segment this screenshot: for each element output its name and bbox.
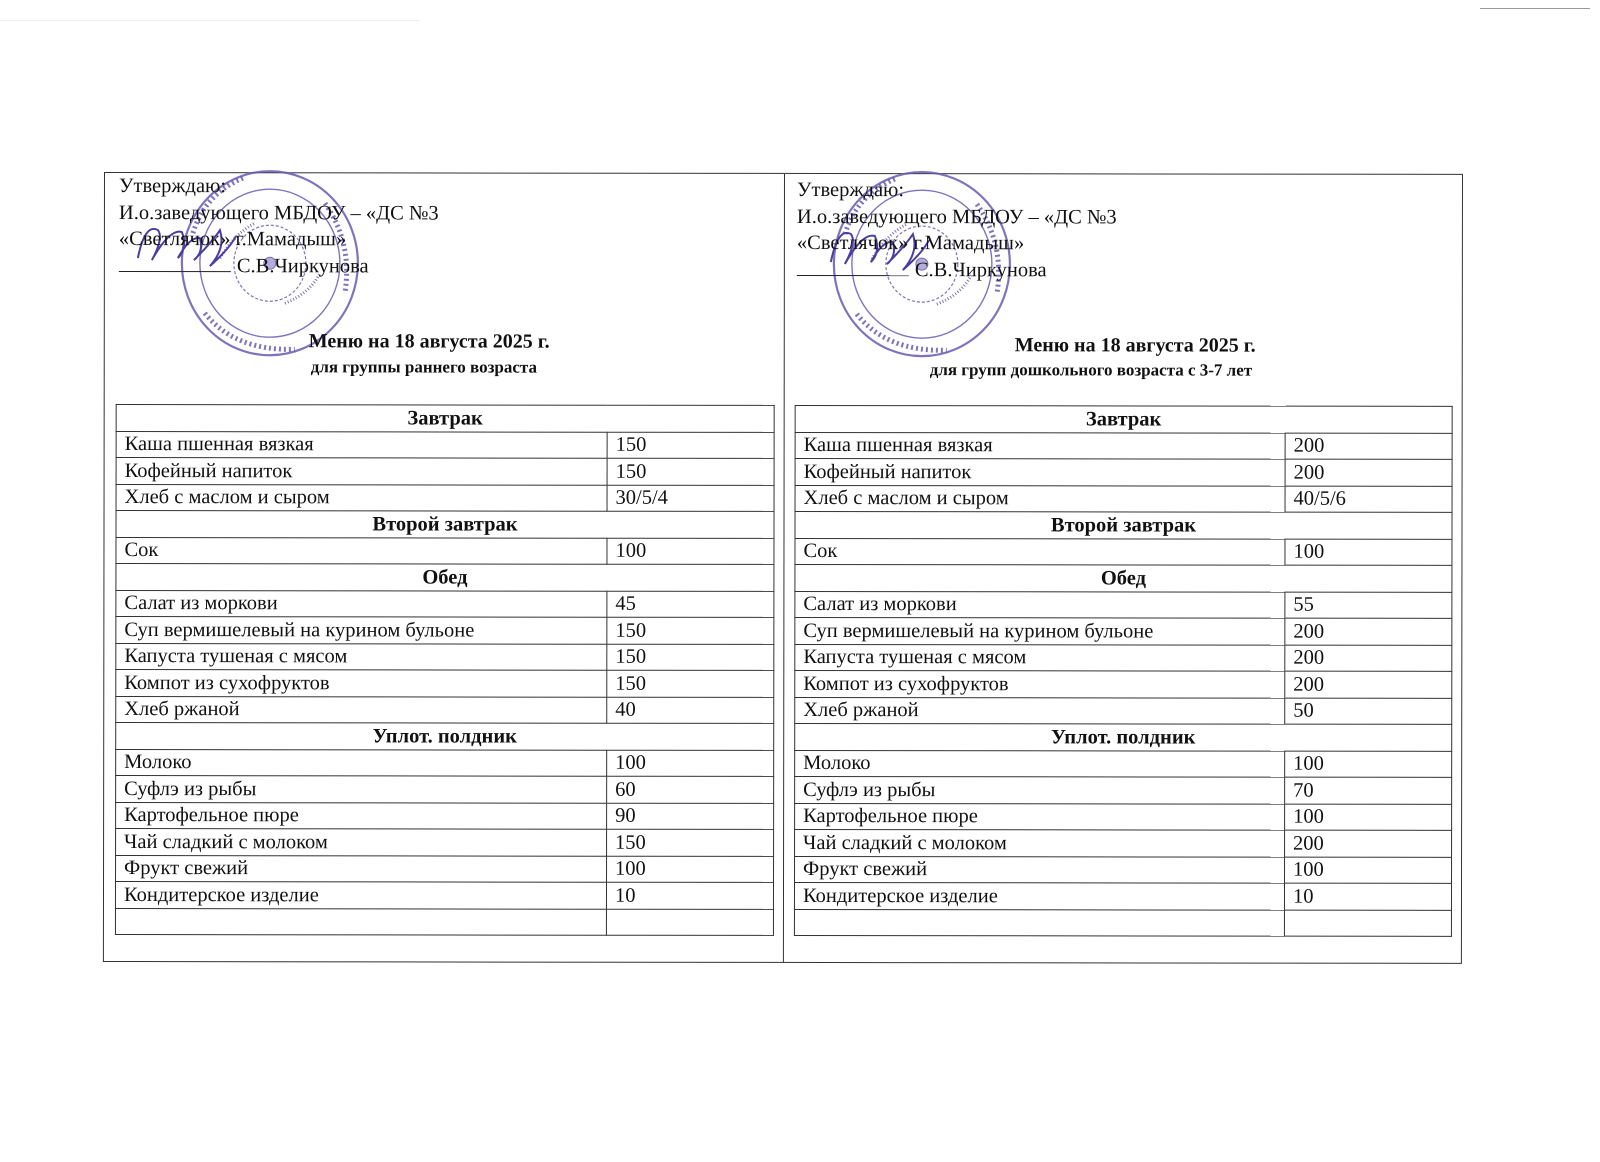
dish-name: Капуста тушеная с мясом (795, 644, 1285, 671)
dish-name (115, 908, 606, 935)
dish-name: Кофейный напиток (795, 458, 1285, 485)
table-row (116, 855, 774, 882)
portion-weight: 150 (607, 432, 774, 459)
section-heading: Уплот. полдник (116, 723, 774, 750)
table-row (795, 750, 1452, 777)
dish-name: Картофельное пюре (795, 803, 1285, 830)
table-row (795, 617, 1452, 644)
dish-name: Капуста тушеная с мясом (116, 643, 607, 670)
approval-heading: Утверждаю: (796, 178, 905, 202)
scan-artifact-top-right (1480, 8, 1590, 9)
portion-weight: 150 (607, 670, 774, 697)
approval-organization: «Светлячок» г.Мамадыш» (118, 228, 347, 251)
portion-weight: 100 (607, 856, 774, 883)
portion-weight: 150 (607, 644, 774, 671)
section-heading: Второй завтрак (795, 511, 1452, 538)
portion-weight: 10 (1284, 883, 1451, 910)
portion-weight: 100 (607, 750, 774, 777)
table-row (794, 909, 1451, 936)
section-heading: Второй завтрак (116, 511, 774, 538)
dish-name: Сок (116, 537, 607, 564)
table-row (116, 802, 774, 829)
table-row (795, 829, 1452, 856)
portion-weight: 200 (1285, 830, 1452, 857)
portion-weight: 40 (607, 697, 774, 724)
table-row (116, 617, 774, 644)
portion-weight: 200 (1285, 433, 1452, 460)
menu-panel-early-age (104, 173, 784, 962)
menu-table (794, 405, 1453, 937)
portion-weight: 10 (606, 882, 773, 909)
table-row (116, 590, 774, 617)
table-row (795, 432, 1452, 459)
table-row (795, 803, 1452, 830)
portion-weight: 50 (1285, 698, 1452, 725)
menu-subtitle: для групп дошкольного возраста с 3-7 лет (929, 360, 1253, 380)
signature-underline (119, 253, 231, 272)
dish-name: Кондитерское изделие (115, 882, 606, 909)
dish-name: Молоко (116, 749, 607, 776)
portion-weight: 100 (1285, 751, 1452, 778)
document-frame (103, 172, 1463, 964)
portion-weight: 200 (1285, 618, 1452, 645)
dish-name: Суфлэ из рыбы (116, 776, 607, 803)
menu-subtitle: для группы раннего возраста (310, 357, 537, 377)
portion-weight: 150 (607, 617, 774, 644)
approval-signature-line (119, 253, 439, 280)
table-row (795, 697, 1452, 724)
dish-name (794, 909, 1284, 936)
table-row (116, 431, 774, 458)
section-heading: Обед (116, 564, 774, 591)
menu-title: Меню на 18 августа 2025 г. (308, 330, 550, 353)
portion-weight: 90 (607, 803, 774, 830)
menu-title: Меню на 18 августа 2025 г. (1014, 334, 1256, 357)
table-row (116, 484, 774, 511)
dish-name: Компот из сухофруктов (795, 670, 1285, 697)
dish-name: Суп вермишелевый на курином бульоне (795, 617, 1285, 644)
table-row (795, 644, 1452, 671)
portion-weight: 55 (1285, 592, 1452, 619)
portion-weight: 100 (1285, 539, 1452, 566)
scan-artifact-top-left (0, 20, 420, 21)
dish-name: Компот из сухофруктов (116, 670, 607, 697)
table-row (116, 458, 774, 485)
section-row (116, 405, 774, 432)
dish-name: Кофейный напиток (116, 458, 607, 485)
table-row (794, 882, 1451, 909)
signature-underline (797, 256, 909, 275)
dish-name: Чай сладкий с молоком (795, 829, 1285, 856)
dish-name: Салат из моркови (116, 590, 607, 617)
section-row (795, 511, 1452, 538)
section-row (795, 723, 1452, 750)
approval-heading: Утверждаю: (118, 175, 227, 198)
portion-weight: 60 (607, 776, 774, 803)
dish-name: Чай сладкий с молоком (116, 829, 607, 856)
section-row (116, 511, 774, 538)
section-heading: Обед (795, 564, 1452, 591)
dish-name: Хлеб с маслом и сыром (116, 484, 607, 511)
dish-name: Картофельное пюре (116, 802, 607, 829)
table-row (116, 749, 774, 776)
portion-weight: 100 (607, 538, 774, 565)
approval-signature-line (797, 256, 1117, 283)
section-row (116, 723, 774, 750)
approval-block (797, 177, 1117, 283)
dish-name: Суп вермишелевый на курином бульоне (116, 617, 607, 644)
dish-name: Салат из моркови (795, 591, 1285, 618)
dish-name: Хлеб ржаной (795, 697, 1285, 724)
dish-name: Фрукт свежий (116, 855, 607, 882)
table-row (115, 882, 773, 909)
portion-weight: 45 (607, 591, 774, 618)
table-row (795, 485, 1452, 512)
table-row (795, 591, 1452, 618)
portion-weight: 200 (1285, 459, 1452, 486)
dish-name: Каша пшенная вязкая (116, 431, 607, 458)
table-row (116, 537, 774, 564)
table-row (795, 670, 1452, 697)
dish-name: Сок (795, 538, 1285, 565)
approval-organization: «Светлячок» г.Мамадыш» (796, 231, 1025, 255)
table-row (116, 670, 774, 697)
menu-table (115, 404, 775, 936)
portion-weight: 200 (1285, 671, 1452, 698)
portion-weight: 200 (1285, 645, 1452, 672)
portion-weight: 100 (1285, 857, 1452, 884)
portion-weight: 30/5/4 (607, 485, 774, 512)
menu-panel-preschool (784, 174, 1462, 963)
approval-position: И.о.заведующего МБДОУ – «ДС №3 (796, 205, 1117, 228)
table-row (795, 856, 1452, 883)
approval-signer: С.В.Чиркунова (236, 254, 369, 277)
dish-name: Кондитерское изделие (794, 882, 1284, 909)
dish-name: Фрукт свежий (795, 856, 1285, 883)
table-row (115, 908, 773, 935)
table-row (116, 829, 774, 856)
dish-name: Хлеб ржаной (116, 696, 607, 723)
dish-name: Суфлэ из рыбы (795, 776, 1285, 803)
portion-weight: 70 (1285, 777, 1452, 804)
dish-name: Хлеб с маслом и сыром (795, 485, 1285, 512)
section-row (116, 564, 774, 591)
portion-weight: 100 (1285, 804, 1452, 831)
section-heading: Уплот. полдник (795, 723, 1452, 750)
dish-name: Каша пшенная вязкая (795, 432, 1285, 459)
section-heading: Завтрак (795, 405, 1452, 432)
table-row (116, 696, 774, 723)
approval-block (119, 173, 439, 279)
portion-weight: 150 (607, 829, 774, 856)
dish-name: Молоко (795, 750, 1285, 777)
section-row (795, 564, 1452, 591)
portion-weight: 40/5/6 (1285, 486, 1452, 513)
section-heading: Завтрак (116, 405, 774, 432)
portion-weight (1284, 910, 1451, 937)
portion-weight (606, 909, 773, 936)
approval-signer: С.В.Чиркунова (914, 258, 1047, 281)
approval-position: И.о.заведующего МБДОУ – «ДС №3 (118, 201, 439, 224)
table-row (795, 458, 1452, 485)
section-row (795, 405, 1452, 432)
table-row (116, 643, 774, 670)
portion-weight: 150 (607, 458, 774, 485)
table-row (795, 538, 1452, 565)
table-row (795, 776, 1452, 803)
table-row (116, 776, 774, 803)
